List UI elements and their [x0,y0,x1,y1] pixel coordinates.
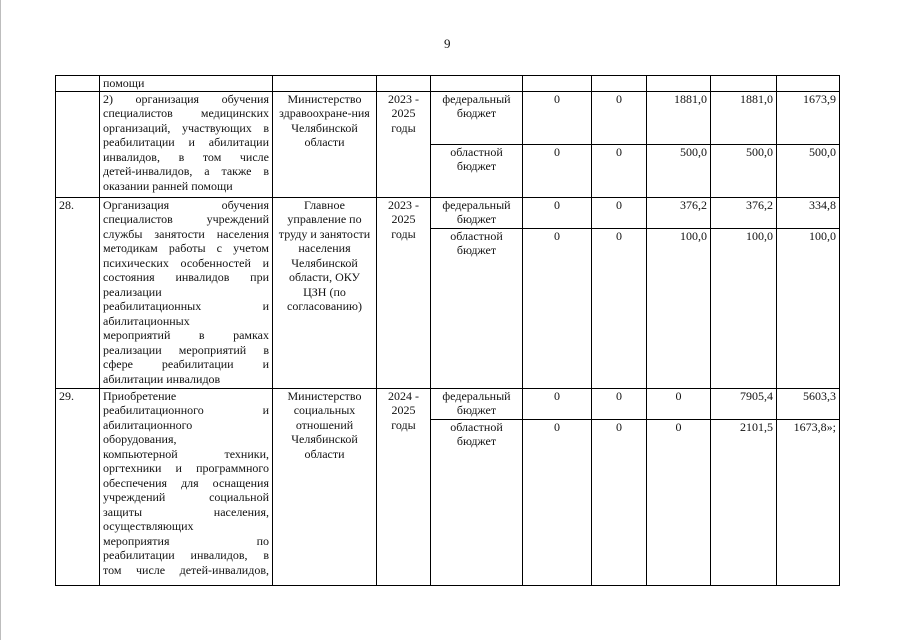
table-row-item-28-reg: областной бюджет 0 0 100,0 100,0 100,0 [56,228,840,388]
table-row-item-28-fed: 28. Организация обучения специалистов учреждений службы занятости населения методикам работы с учетом психических особенностей и состояния инвалидов при реализации реабилитационных и абилитационных мероприятий в рамках реализации мероприятий в сфере реабилитации и абилитации инвалидов Главное управление по труду и занятости населения Челябинской области, ОКУ ЦЗН (по согласованию) 2023 - 2025 годы федеральный бюджет 0 0 376,2 376,2 334,8 [56,197,840,228]
cell-budget-reg: областной бюджет [431,228,523,388]
cell-budget-reg: областной бюджет [431,419,523,585]
table-row-item-2-fed: 2) организация обучения специалистов медицинских организаций, участвующих в реабилитации и абилитации инвалидов, в том числе детей-инвалидов, а также в оказании ранней помощи Министерство здравоохране-ния Челябинской области 2023 - 2025 годы федеральный бюджет 0 0 1881,0 1881,0 1673,9 [56,91,840,144]
cell-period: 2023 - 2025 годы [377,197,431,388]
cell-budget-fed: федеральный бюджет [431,388,523,419]
page-edge-line [0,0,1,640]
table-row-item-29-reg: областной бюджет 0 0 0 2101,5 1673,8»; [56,419,840,585]
cell-budget-reg: областной бюджет [431,144,523,197]
table-row-item-29-fed: 29. Приобретение реабилитационного и абилитационного оборудования, компьютерной техники, оргтехники и программного обеспечения для оснащения учреждений социальной защиты населения, осуществляющих мероприятия по реабилитации инвалидов, в том числе детей-инвалидов, Министерство социальных отношений Челябинской области 2024 - 2025 годы федеральный бюджет 0 0 0 7905,4 5603,3 [56,388,840,419]
cell-num [56,91,100,197]
cell-budget-fed: федеральный бюджет [431,91,523,144]
table-row-continuation [56,76,840,92]
cell-activity: 2) организация обучения специалистов медицинских организаций, участвующих в реабилитации и абилитации инвалидов, в том числе детей-инвалидов, а также в оказании ранней помощи [100,91,273,197]
table-row-item-2-reg: областной бюджет 0 0 500,0 500,0 500,0 [56,144,840,197]
cell-activity: помощи [100,76,273,92]
cell-period: 2024 - 2025 годы [377,388,431,585]
cell-executor: Главное управление по труду и занятости населения Челябинской области, ОКУ ЦЗН (по согласованию) [273,197,377,388]
cell-num: 28. [56,197,100,388]
cell-num: 29. [56,388,100,585]
cell-executor: Министерство здравоохране-ния Челябинской области [273,91,377,197]
cell-activity: Организация обучения специалистов учреждений службы занятости населения методикам работы с учетом психических особенностей и состояния инвалидов при реализации реабилитационных и абилитационных мероприятий в рамках реализации мероприятий в сфере реабилитации и абилитации инвалидов [100,197,273,388]
cell-period: 2023 - 2025 годы [377,91,431,197]
cell-executor: Министерство социальных отношений Челябинской области [273,388,377,585]
cell-activity: Приобретение реабилитационного и абилитационного оборудования, компьютерной техники, оргтехники и программного обеспечения для оснащения учреждений социальной защиты населения, осуществляющих мероприятия по реабилитации инвалидов, в том числе детей-инвалидов, [100,388,273,585]
cell-budget-fed: федеральный бюджет [431,197,523,228]
cell-num [56,76,100,92]
program-table [55,75,840,586]
page-number: 9 [444,36,451,51]
